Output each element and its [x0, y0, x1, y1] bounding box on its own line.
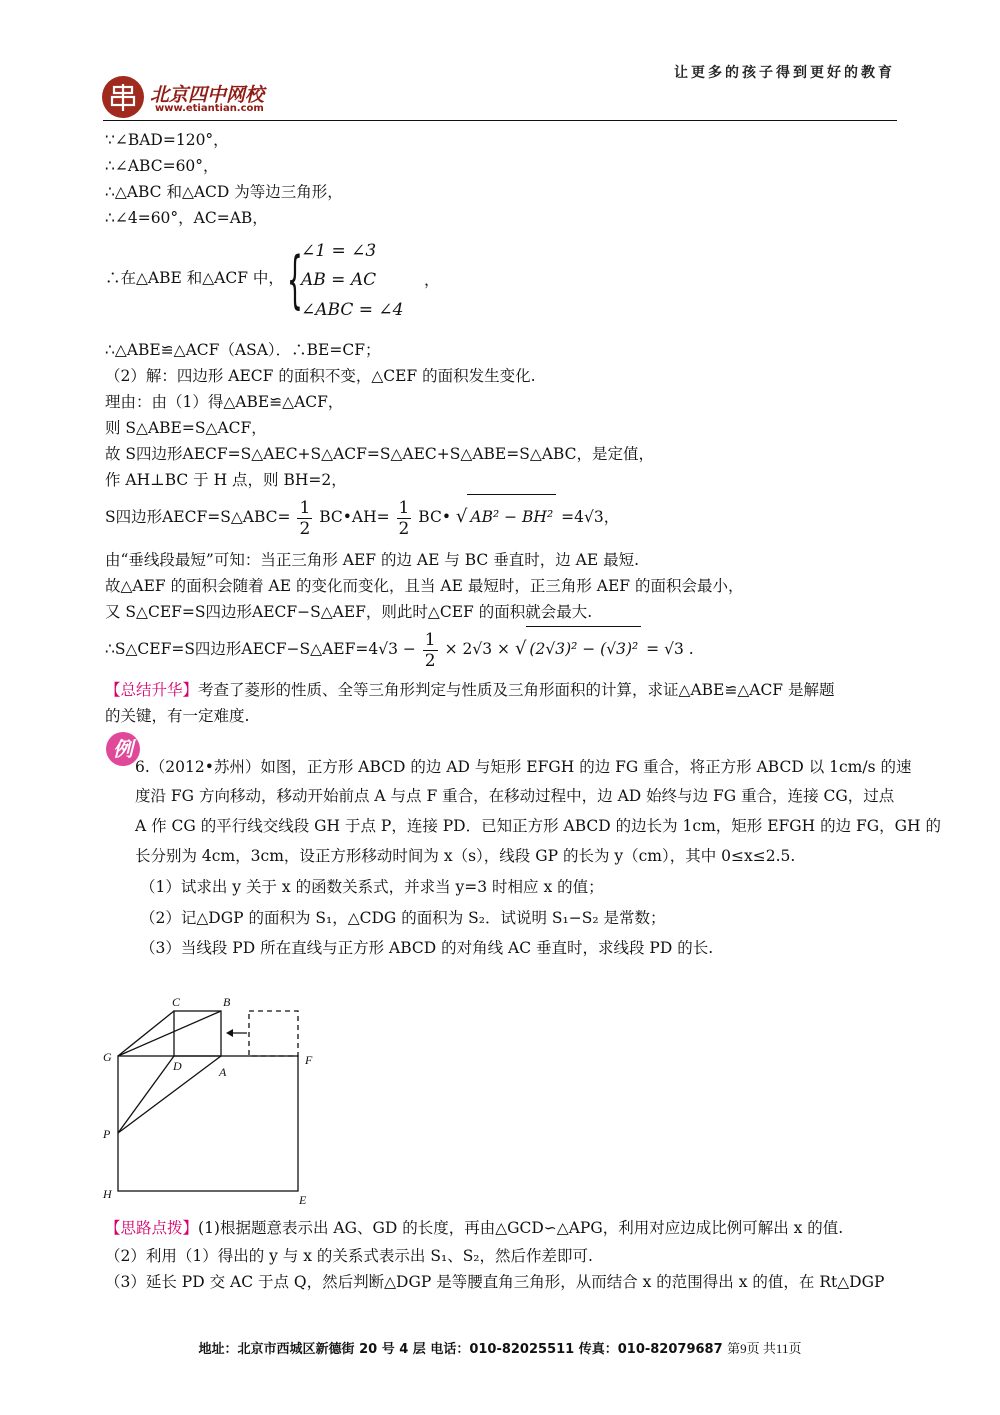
summary-line-2: 的关键，有一定难度. — [105, 707, 250, 725]
problem-line-3: A 作 CG 的平行线交线段 GH 于点 P，连接 PD．已知正方形 ABCD 的边长为 1cm，矩形 EFGH 的边 FG，GH 的 — [135, 817, 942, 835]
fraction-half-2 — [397, 498, 412, 539]
line-14: 故△AEF 的面积会随着 AE 的变化而变化，且当 AE 最短时，正三角形 AEF 的面积会最小， — [105, 577, 744, 595]
system-eq-2: AB = AC — [301, 270, 377, 290]
dashed-square — [249, 1011, 298, 1056]
line-13: 由“垂线段最短”可知：当正三角形 AEF 的边 AE 与 BC 垂直时，边 AE 最短. — [105, 551, 640, 569]
sqrt-radical-icon: √ — [514, 638, 527, 659]
label-p: P — [103, 1127, 111, 1141]
line-15: 又 S△CEF=S四边形AECF−S△AEF，则此时△CEF 的面积就会最大. — [105, 603, 593, 621]
question-1: （1）试求出 y 关于 x 的函数关系式，并求当 y=3 时相应 x 的值； — [140, 878, 604, 896]
logo-icon — [102, 76, 144, 118]
label-f: F — [305, 1053, 313, 1067]
line-16-c: = √3 . — [646, 640, 694, 658]
system-tail: ， — [424, 271, 440, 289]
frac-den: 2 — [398, 518, 410, 539]
line-3: ∴△ABC 和△ACD 为等边三角形， — [105, 183, 343, 201]
line-16-b: × 2√3 × — [444, 640, 510, 658]
square-abcd — [174, 1011, 221, 1056]
summary-line-1 — [105, 680, 834, 700]
footer-address: 地址：北京市西城区新德街 20 号 4 层 电话：010-82025511 传真：010-82079687 — [198, 1342, 723, 1357]
logo-url: www.etiantian.com — [155, 103, 264, 114]
segment-pd — [118, 1056, 174, 1133]
line-12-d: =4√3， — [561, 508, 620, 526]
question-2: （2）记△DGP 的面积为 S₁，△CDG 的面积为 S₂．试说明 S₁−S₂ 是常数； — [140, 909, 666, 927]
segment-gc — [118, 1011, 174, 1056]
line-2: ∴∠ABC=60°， — [105, 157, 219, 175]
hint-tag: 【思路点拨】 — [105, 1219, 199, 1237]
segment-gb — [118, 1011, 221, 1056]
system-eq-1: ∠1 = ∠3 — [301, 241, 377, 261]
header-divider — [103, 120, 897, 121]
line-1: ∵∠BAD=120°， — [105, 131, 229, 149]
line-11: 作 AH⊥BC 于 H 点，则 BH=2， — [105, 471, 347, 489]
fraction-half-3 — [423, 630, 438, 671]
hint-line-1 — [105, 1218, 843, 1238]
label-d: D — [173, 1059, 182, 1073]
frac-num: 1 — [299, 497, 311, 518]
question-3: （3）当线段 PD 所在直线与正方形 ABCD 的对角线 AC 垂直时，求线段 PD 的长. — [140, 939, 714, 957]
line-12-b: BC•AH= — [319, 508, 390, 526]
problem-line-1: 6.（2012•苏州）如图，正方形 ABCD 的边 AD 与矩形 EFGH 的边 FG 重合，将正方形 ABCD 以 1cm/s 的速 — [135, 758, 912, 776]
line-6: ∴△ABE≌△ACF（ASA）．∴BE=CF； — [105, 341, 381, 359]
label-a: A — [219, 1065, 227, 1079]
geometry-figure — [95, 990, 335, 1210]
footer — [0, 1338, 1000, 1357]
line-8: 理由：由（1）得△ABE≌△ACF， — [105, 393, 344, 411]
summary-tag: 【总结升华】 — [105, 681, 199, 699]
arrow-left-icon — [226, 1029, 233, 1037]
sqrt-expr-1: AB² − BH² — [467, 494, 556, 539]
frac-den: 2 — [424, 650, 436, 671]
label-e: E — [299, 1193, 307, 1207]
label-b: B — [223, 995, 231, 1009]
hint-line-2: （2）利用（1）得出的 y 与 x 的关系式表示出 S₁、S₂，然后作差即可. — [105, 1247, 593, 1265]
frac-num: 1 — [424, 629, 436, 650]
example-badge: 例 — [106, 732, 140, 766]
logo-name: 北京四中网校 — [150, 84, 265, 106]
line-9: 则 S△ABE=S△ACF， — [105, 419, 267, 437]
line-7: （2）解：四边形 AECF 的面积不变，△CEF 的面积发生变化. — [105, 367, 536, 385]
sqrt-expr-2: (2√3)² − (√3)² — [526, 626, 641, 671]
label-g: G — [103, 1050, 112, 1064]
hint-text-1: (1)根据题意表示出 AG、GD 的长度，再由△GCD∽△APG，利用对应边成比例可解出 x 的值. — [198, 1219, 844, 1237]
problem-line-4: 长分别为 4cm，3cm，设正方形移动时间为 x（s），线段 GP 的长为 y（cm），其中 0≤x≤2.5. — [135, 847, 796, 865]
line-16-a: ∴S△CEF=S四边形AECF−S△AEF=4√3 − — [105, 640, 416, 658]
header-slogan: 让更多的孩子得到更好的教育 — [674, 65, 895, 81]
line-4: ∴∠4=60°，AC=AB， — [105, 209, 268, 227]
summary-text-1: 考查了菱形的性质、全等三角形判定与性质及三角形面积的计算，求证△ABE≌△ACF 是解题 — [198, 681, 835, 699]
line-5-prefix: ∴在△ABE 和△ACF 中， — [105, 269, 284, 287]
frac-num: 1 — [398, 497, 410, 518]
footer-page: 第9页 共11页 — [727, 1341, 802, 1356]
label-h: H — [103, 1187, 112, 1201]
line-16 — [105, 626, 694, 671]
segment-pa — [118, 1056, 221, 1133]
sqrt-radical-icon: √ — [455, 506, 468, 527]
line-12-c: BC• — [418, 508, 451, 526]
logo-glyph-icon — [102, 76, 144, 118]
problem-line-2: 度沿 FG 方向移动，移动开始前点 A 与点 F 重合，在移动过程中，边 AD 始终与边 FG 重合，连接 CG，过点 — [135, 787, 895, 805]
rectangle-efgh — [118, 1056, 298, 1191]
line-12-a: S四边形AECF=S△ABC= — [105, 508, 291, 526]
label-c: C — [172, 995, 181, 1009]
line-10: 故 S四边形AECF=S△AEC+S△ACF=S△AEC+S△ABE=S△ABC，是定值， — [105, 445, 654, 463]
system-brace: { — [287, 243, 303, 316]
fraction-half-1 — [297, 498, 312, 539]
line-12 — [105, 494, 619, 539]
frac-den: 2 — [299, 518, 311, 539]
system-eq-3: ∠ABC = ∠4 — [301, 300, 404, 320]
hint-line-3: （3）延长 PD 交 AC 于点 Q，然后判断△DGP 是等腰直角三角形，从而结合 x 的范围得出 x 的值，在 Rt△DGP — [105, 1273, 885, 1291]
